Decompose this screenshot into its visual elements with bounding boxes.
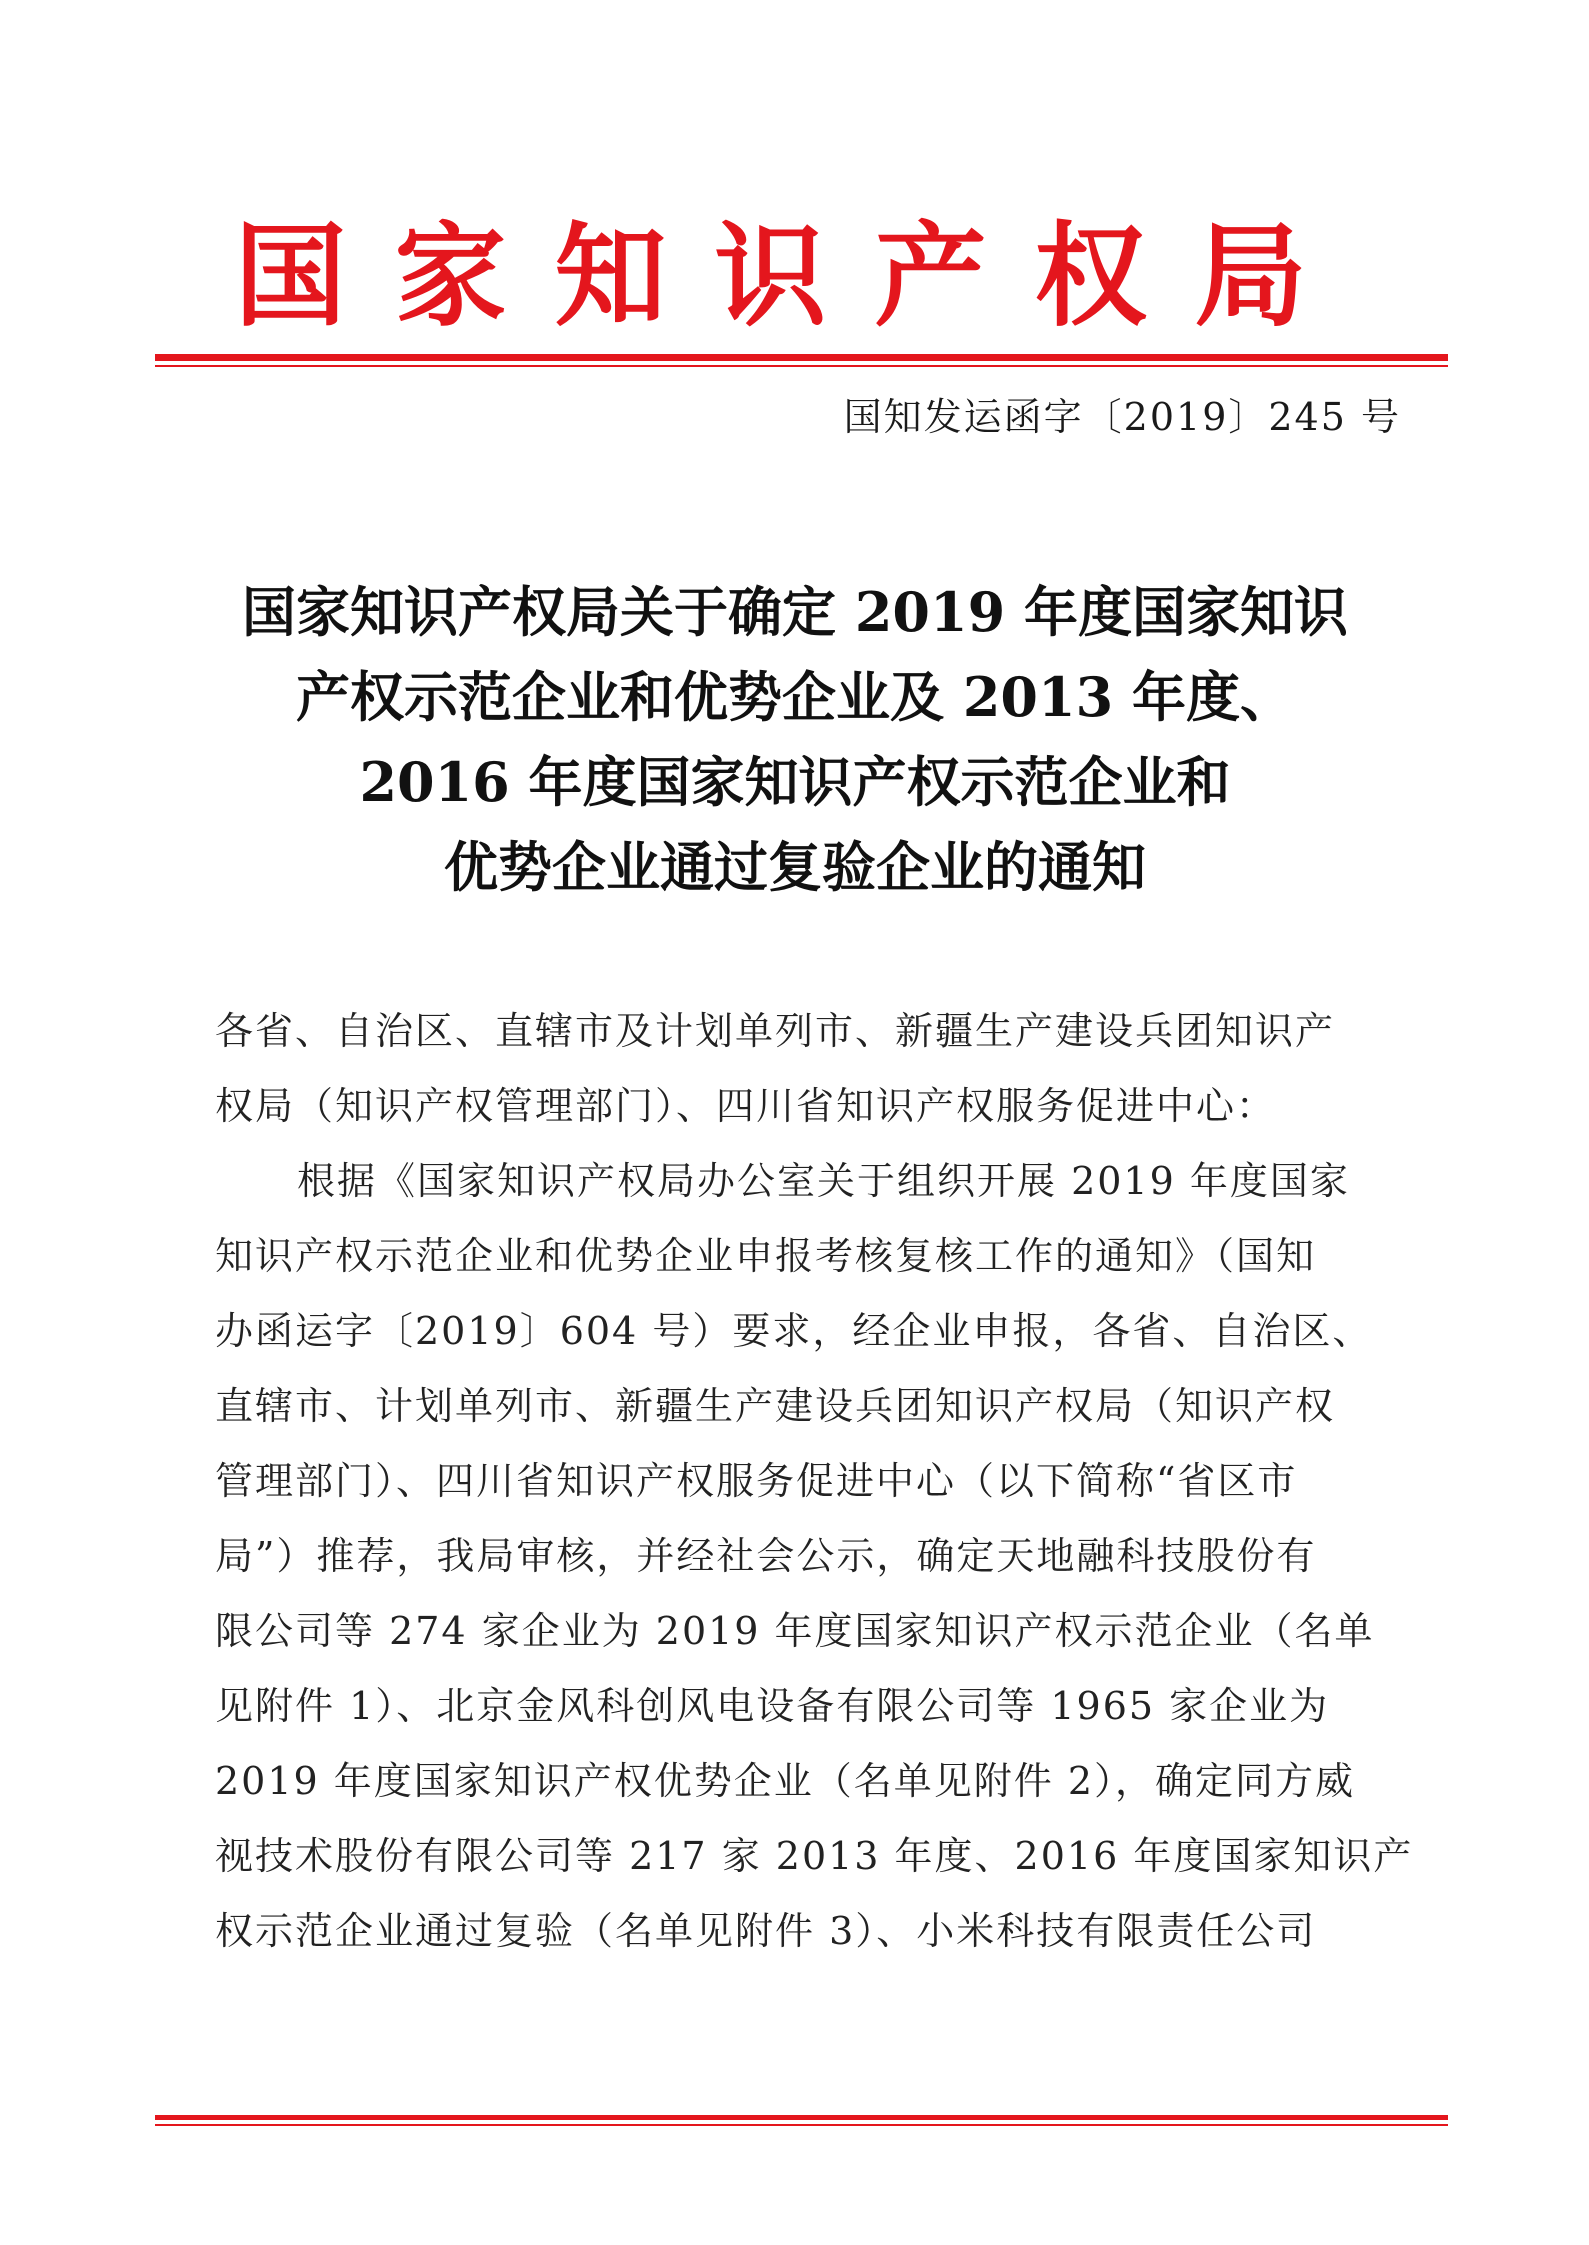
body-line: 2019 年度国家知识产权优势企业（名单见附件 2），确定同方威 — [215, 1759, 1356, 1803]
body-line: 权示范企业通过复验（名单见附件 3）、小米科技有限责任公司 — [215, 1909, 1317, 1953]
masthead-title: 国家知识产权局 — [234, 211, 1355, 342]
body-line: 视技术股份有限公司等 217 家 2013 年度、2016 年度国家知识产 — [215, 1834, 1414, 1878]
notice-title — [170, 570, 1420, 910]
body-line: 办函运字〔2019〕604 号）要求，经企业申报，各省、自治区、 — [215, 1309, 1373, 1353]
body-line: 直辖市、计划单列市、新疆生产建设兵团知识产权局（知识产权 — [215, 1384, 1336, 1428]
footer-divider-thin — [155, 2124, 1448, 2126]
body-line: 限公司等 274 家企业为 2019 年度国家知识产权示范企业（名单 — [215, 1609, 1375, 1653]
addressee-line: 权局（知识产权管理部门）、四川省知识产权服务促进中心： — [215, 1084, 1277, 1128]
title-line: 国家知识产权局关于确定 2019 年度国家知识 — [242, 580, 1348, 644]
addressee-line: 各省、自治区、直辖市及计划单列市、新疆生产建设兵团知识产 — [215, 1009, 1336, 1053]
header-divider-thin — [155, 365, 1448, 367]
body-line: 管理部门）、四川省知识产权服务促进中心（以下简称“省区市 — [215, 1459, 1298, 1503]
body-line: 根据《国家知识产权局办公室关于组织开展 2019 年度国家 — [297, 1159, 1350, 1203]
document-number: 国知发运函字〔2019〕245 号 — [843, 395, 1401, 439]
title-line: 2016 年度国家知识产权示范企业和 — [359, 750, 1231, 814]
body-line: 知识产权示范企业和优势企业申报考核复核工作的通知》（国知 — [215, 1234, 1317, 1278]
header-divider-thick — [155, 354, 1448, 361]
body-text — [215, 994, 1414, 1969]
body-line: 局”）推荐，我局审核，并经社会公示，确定天地融科技股份有 — [215, 1534, 1317, 1578]
footer-divider-thick — [155, 2115, 1448, 2120]
body-line: 见附件 1）、北京金风科创风电设备有限公司等 1965 家企业为 — [215, 1684, 1330, 1728]
title-line: 产权示范企业和优势企业及 2013 年度、 — [296, 665, 1294, 729]
title-line: 优势企业通过复验企业的通知 — [444, 835, 1146, 899]
